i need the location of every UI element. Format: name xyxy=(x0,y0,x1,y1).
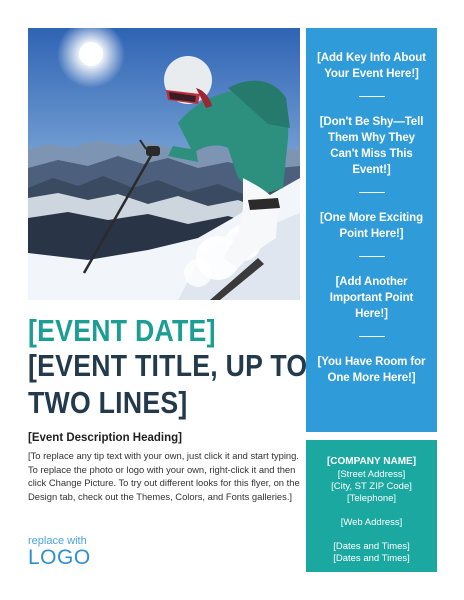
point-divider xyxy=(359,256,385,257)
telephone[interactable]: [Telephone] xyxy=(346,493,397,504)
key-info-sidebar xyxy=(306,28,437,432)
skier-photo[interactable] xyxy=(28,28,300,300)
logo-caption: replace with xyxy=(28,535,87,547)
key-point-1[interactable]: [Add Key Info About Your Event Here!] xyxy=(317,52,426,80)
point-divider xyxy=(359,192,385,193)
street-address[interactable]: [Street Address] xyxy=(337,469,406,480)
dates-and-times-1[interactable]: [Dates and Times] xyxy=(333,541,410,552)
web-address[interactable]: [Web Address] xyxy=(340,517,403,528)
key-point-4[interactable]: [Add Another Important Point Here!] xyxy=(329,276,414,320)
event-title[interactable]: [EVENT TITLE, UP TO TWO LINES] xyxy=(28,348,308,420)
description-body[interactable]: [To replace any tip text with your own, just click it and start typing. To replace the photo or logo with your own, right-click it and then click Change Picture. To try out different looks for this flyer, on the Design tab, check out the Themes, Colors, and Fonts galleries.] xyxy=(28,450,300,502)
key-point-5[interactable]: [You Have Room for One More Here!] xyxy=(317,356,426,384)
point-divider xyxy=(359,96,385,97)
dates-and-times-2[interactable]: [Dates and Times] xyxy=(333,553,410,564)
logo-placeholder[interactable] xyxy=(28,535,91,569)
company-info-box xyxy=(306,440,437,572)
key-point-2[interactable]: [Don't Be Shy—Tell Them Why They Can't Miss This Event!] xyxy=(319,116,424,176)
point-divider xyxy=(359,336,385,337)
description-heading[interactable]: [Event Description Heading] xyxy=(28,432,182,444)
event-date[interactable]: [EVENT DATE] xyxy=(28,313,216,348)
logo-text: LOGO xyxy=(28,546,91,569)
key-point-3[interactable]: [One More Exciting Point Here!] xyxy=(320,212,423,240)
company-name[interactable]: [COMPANY NAME] xyxy=(326,456,417,467)
city-state-zip[interactable]: [City, ST ZIP Code] xyxy=(331,481,412,492)
